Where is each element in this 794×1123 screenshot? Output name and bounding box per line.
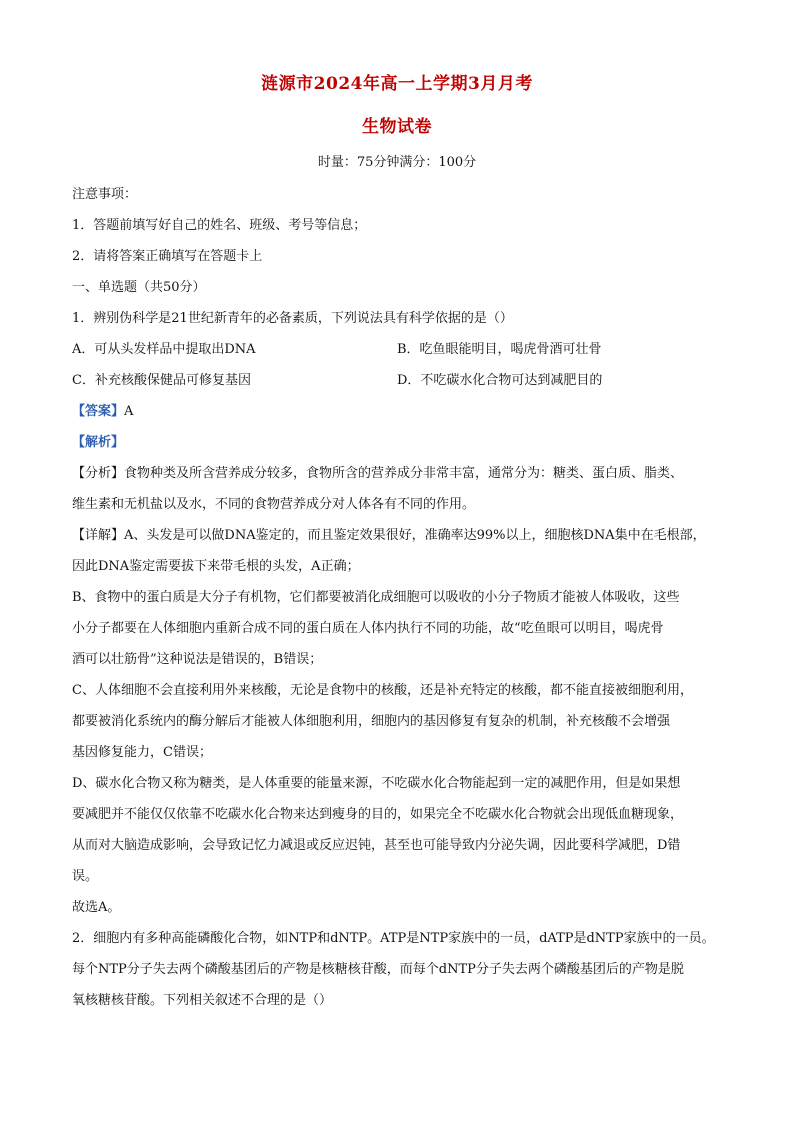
option-b: B．吃鱼眼能明目，喝虎骨酒可壮骨	[397, 342, 602, 357]
section-heading: 一、单选题（共50分）	[72, 280, 206, 295]
xiangjie-line-d1: D、碳水化合物又称为糖类，是人体重要的能量来源，不吃碳水化合物能起到一定的减肥作用，但是如果想	[72, 776, 681, 791]
fenxi-line-2: 维生素和无机盐以及水，不同的食物营养成分对人体各有不同的作用。	[72, 497, 476, 512]
question-1-stem: 1．辨别伪科学是21世纪新青年的必备素质，下列说法具有科学依据的是（）	[72, 311, 513, 326]
conclusion: 故选A。	[72, 900, 121, 915]
question-1-options	[72, 334, 722, 396]
xiangjie-line-c1: C、人体细胞不会直接利用外来核酸，无论是食物中的核酸，还是补充特定的核酸，都不能直接被细胞利用，	[72, 683, 693, 698]
fenxi-line-1	[72, 458, 722, 489]
xiangjie-line-c3: 基因修复能力，C错误；	[72, 745, 212, 760]
exam-page	[72, 68, 722, 1016]
xiangjie-line-d3: 从而对大脑造成影响，会导致记忆力减退或反应迟钝，甚至也可能导致内分泌失调，因此要科学减肥，D错	[72, 838, 681, 853]
xiangjie-line-c2: 都要被消化系统内的酶分解后才能被人体细胞利用，细胞内的基因修复有复杂的机制，补充核酸不会增强	[72, 714, 671, 729]
xiangjie-line-b3: 酒可以壮筋骨”这种说法是错误的，B错误；	[72, 652, 323, 667]
option-d: D．不吃碳水化合物可达到减肥目的	[397, 373, 603, 388]
time-info: 时量：75分钟满分：100分	[317, 155, 477, 170]
xiangjie-text-a1: A、头发是可以做DNA鉴定的，而且鉴定效果很好，准确率达99%以上，细胞核DNA集中在毛根部，	[124, 528, 706, 543]
fenxi-text-1: 食物种类及所含营养成分较多，食物所含的营养成分非常丰富，通常分为：糖类、蛋白质、脂类、	[124, 466, 684, 481]
option-a: A．可从头发样品中提取出DNA	[72, 342, 256, 357]
option-c: C．补充核酸保健品可修复基因	[72, 373, 251, 388]
xiangjie-line-a2: 因此DNA鉴定需要拔下来带毛根的头发，A正确；	[72, 559, 360, 574]
xiangjie-line-d4: 误。	[72, 869, 99, 884]
answer-value: A	[124, 404, 134, 419]
notes-item-2: 2．请将答案正确填写在答题卡上	[72, 249, 263, 264]
question-2-line-2: 每个NTP分子失去两个磷酸基团后的产物是核糖核苷酸，而每个dNTP分子失去两个磷酸基团后的产物是脱	[72, 962, 684, 977]
answer-line	[72, 396, 722, 427]
answer-tag: 【答案】	[72, 404, 125, 419]
xiangjie-line-b2: 小分子都要在人体细胞内重新合成不同的蛋白质在人体内执行不同的功能，故“吃鱼眼可以明目，喝虎骨	[72, 621, 664, 636]
xiangjie-tag: 【详解】	[72, 528, 125, 543]
fenxi-tag: 【分析】	[72, 466, 125, 481]
notes-heading: 注意事项：	[72, 187, 138, 202]
notes-item-1: 1．答题前填写好自己的姓名、班级、考号等信息；	[72, 218, 367, 233]
analysis-line	[72, 427, 722, 458]
xiangjie-line-b1: B、食物中的蛋白质是大分子有机物，它们都要被消化成细胞可以吸收的小分子物质才能被人体吸收，这些	[72, 590, 680, 605]
exam-title: 涟源市2024年高一上学期3月月考	[261, 74, 533, 94]
question-2-line-3: 氧核糖核苷酸。下列相关叙述不合理的是（）	[72, 993, 333, 1008]
analysis-tag: 【解析】	[72, 435, 125, 450]
question-2-line-1: 2．细胞内有多种高能磷酸化合物，如NTP和dNTP。ATP是NTP家族中的一员，dATP是dNTP家族中的一员。	[72, 931, 715, 946]
xiangjie-line-d2: 要减肥并不能仅仅依靠不吃碳水化合物来达到瘦身的目的，如果完全不吃碳水化合物就会出现低血糖现象，	[72, 807, 684, 822]
exam-subject: 生物试卷	[362, 117, 432, 137]
xiangjie-line-1	[72, 520, 722, 551]
